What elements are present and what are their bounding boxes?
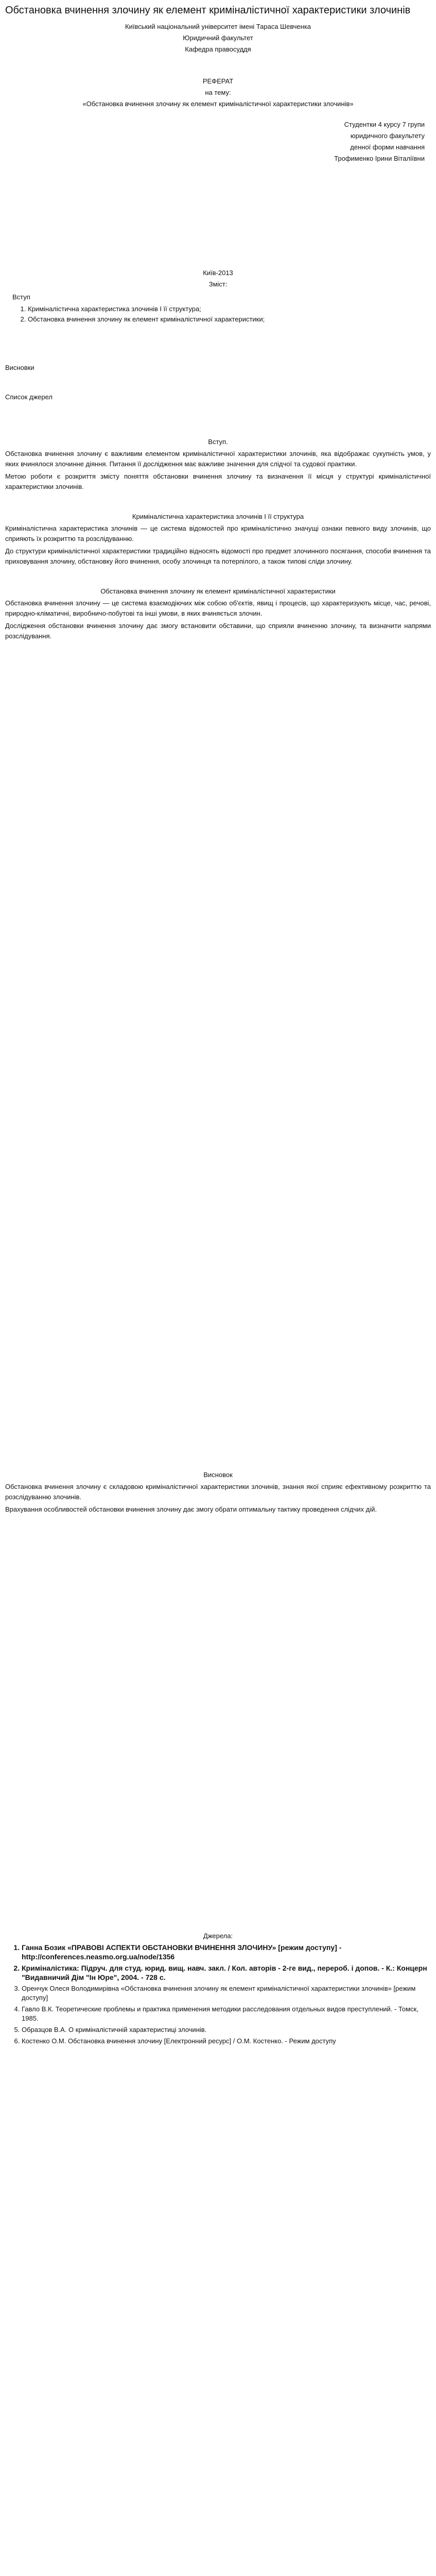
section2-heading: Обстановка вчинення злочину як елемент криміналістичної характеристики xyxy=(100,587,336,595)
list-item: 3. Оренчук Олеся Володимирівна «Обстановка вчинення злочину як елемент криміналістичної характеристики злочинів» [режим доступу] xyxy=(22,1984,431,2003)
intro-heading: Вступ. xyxy=(208,438,228,446)
intro-label: Вступ xyxy=(12,293,30,301)
list-item: 1. Ганна Бозик «ПРАВОВІ АСПЕКТИ ОБСТАНОВКИ ВЧИНЕННЯ ЗЛОЧИНУ» [режим доступу] - http://conferences.neasmo.org.ua/node/1356 xyxy=(22,1943,431,1961)
list-item: 2. Обстановка вчинення злочину як елемент криміналістичної характеристики; xyxy=(28,314,431,325)
faculty-name: Юридичний факультет xyxy=(183,34,253,42)
contents-label: Зміст: xyxy=(208,280,228,288)
student-info xyxy=(5,119,431,164)
paragraph: Обстановка вчинення злочину є складовою криміналістичної характеристики злочинів, знання якої сприяє ефективному розкриттю та розслідуванню злочинів. xyxy=(5,1483,431,1501)
conclusions-label: Висновки xyxy=(5,364,34,371)
refs-heading: Джерела: xyxy=(203,1932,233,1940)
document-type: РЕФЕРАТ xyxy=(202,77,234,85)
student-line: юридичного факультету xyxy=(350,132,425,140)
paragraph: Дослідження обстановки вчинення злочину дає змогу встановити обставини, що сприяли вчиненню злочину, та визначити напрями розслідування. xyxy=(5,622,431,640)
student-line: денної форми навчання xyxy=(350,143,425,151)
references-list xyxy=(13,1943,431,2046)
document-page xyxy=(0,4,436,2046)
paragraph: Обстановка вчинення злочину — це система взаємодіючих між собою об'єктів, явищ і процесів, що характеризують місце, час, речові, природно-кліматичні, виробничо-побутові та інші умови, в яких вчиняється злочин. xyxy=(5,599,431,617)
university-name: Київський національний університет імені Тараса Шевченка xyxy=(125,23,311,30)
list-item: 1. Криміналістична характеристика злочинів І її структура; xyxy=(28,304,431,314)
paragraph: Обстановка вчинення злочину є важливим елементом криміналістичної характеристики злочинів, яка відображає сукупність умов, у яких вчинялося злочинне діяння. Питання її дослідження має важливе значення для слідчої та судової практики. xyxy=(5,450,431,468)
department-name: Кафедра правосуддя xyxy=(185,45,251,53)
city-year: Київ-2013 xyxy=(203,269,233,277)
paragraph: Врахування особливостей обстановки вчинення злочину дає змогу обрати оптимальну тактику проведення слідчих дій. xyxy=(5,1505,377,1513)
section1-heading: Криміналістична характеристика злочинів І її структура xyxy=(132,513,304,520)
paragraph: Метою роботи є розкриття змісту поняття обстановки вчинення злочину та визначення її місця у структурі криміналістичної характеристики злочинів. xyxy=(5,472,431,490)
list-item: 6. Костенко О.М. Обстановка вчинення злочину [Електронний ресурс] / О.М. Костенко. - Режим доступу xyxy=(22,2037,431,2046)
paragraph: До структури криміналістичної характеристики традиційно відносять відомості про предмет злочинного посягання, способи вчинення та приховування злочину, обстановку його вчинення, особу злочинця та потерпілого, а також типові сліди злочину. xyxy=(5,547,431,565)
contents-list xyxy=(21,304,431,325)
references-label: Список джерел xyxy=(5,393,53,401)
list-item: 2. Криміналістика: Підруч. для студ. юрид. вищ. навч. закл. / Кол. авторів - 2-ге вид., перероб. і допов. - К.: Концерн "Видавничий Дім "Ін Юре", 2004. - 728 с. xyxy=(22,1963,431,1982)
student-line: Трофименко Ірини Віталіївни xyxy=(334,155,425,162)
on-topic-label: на тему: xyxy=(205,89,231,96)
list-item: 5. Образцов В.А. О криміналістичній характеристиці злочинів. xyxy=(22,2025,431,2035)
topic-text: «Обстановка вчинення злочину як елемент криміналістичної характеристики злочинів» xyxy=(82,100,354,108)
student-line: Студентки 4 курсу 7 групи xyxy=(344,121,425,128)
document-title: Обстановка вчинення злочину як елемент криміналістичної характеристики злочинів xyxy=(5,5,411,16)
paragraph: Криміналістична характеристика злочинів — це система відомостей про криміналістично значущі ознаки певного виду злочинів, що сприяють їх розкриттю та розслідуванню. xyxy=(5,524,431,543)
list-item: 4. Гавло В.К. Теоретические проблемы и практика применения методики расследования отдельных видов преступлений. - Томск, 1985. xyxy=(22,2005,431,2023)
conclusions-heading: Висновок xyxy=(203,1471,233,1479)
